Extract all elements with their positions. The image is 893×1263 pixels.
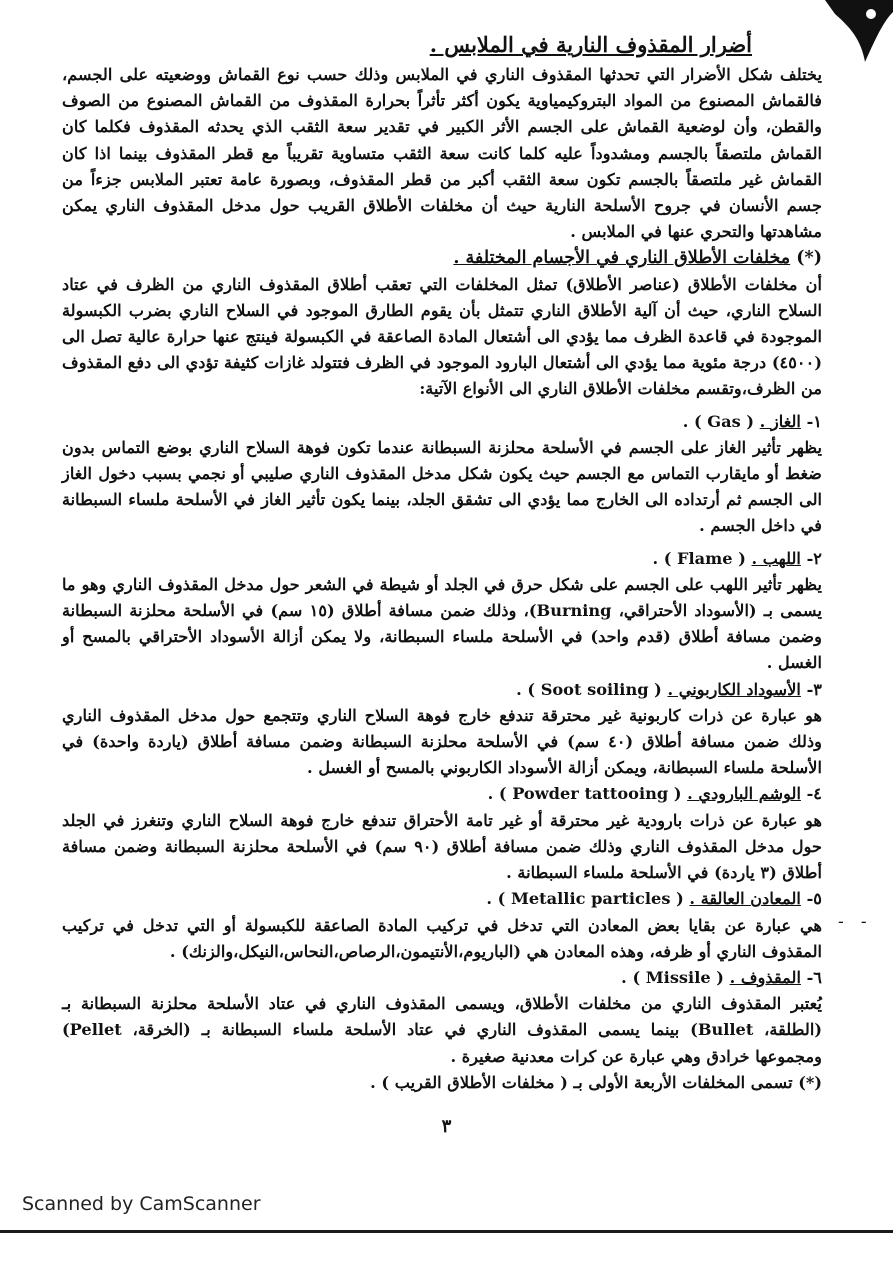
item-2-heading: ٢- اللهب . ( Flame ) . (652, 548, 822, 568)
scanner-footer: Scanned by CamScanner (22, 1193, 261, 1215)
closing-note: (*) تسمى المخلفات الأربعة الأولى بـ ( مخلفات الأطلاق القريب ) . (370, 1072, 822, 1092)
document-body (62, 28, 822, 1096)
item-1-body: يظهر تأثير الغاز على الجسم في الأسلحة محلزنة السبطانة عندما تكون فوهة السلاح الناري بوضع التماس بدون ضغط أو مايقارب التماس مع الجسم حيث يكون شكل مدخل المقذوف الناري صليبي أو نجمي بسبب دخول الغاز الى الجسم ثم أرتداده الى الخارج مما يؤدي الى تشقق الجلد، بينما يكون تأثير الغاز في الأسلحة ملساء السبطانة في داخل الجسم . (62, 437, 822, 536)
item-3-body: هو عبارة عن ذرات كاربونية غير محترقة تندفع خارج فوهة السلاح الناري وتتجمع حول مدخل المقذوف الناري وذلك ضمن مسافة أطلاق (٤٠ سم) في الأسلحة محلزنة السبطانة وضمن مسافة أطلاق (ياردة واحدة) في الأسلحة ملساء السبطانة، ويمكن أزالة الأسوداد الكاربوني بالمسح أو الغسل . (62, 705, 822, 778)
paragraph-residues-intro: أن مخلفات الأطلاق (عناصر الأطلاق) تمثل المخلفات التي تعقب أطلاق المقذوف الناري من الظرف في عتاد السلاح الناري، حيث أن آلية الأطلاق الناري تتمثل بأن يقوم الطارق الموجود في السلاح الناري بضرب الكبسولة الموجودة في قاعدة الظرف مما يؤدي الى أشتعال المادة الصاعقة في الكبسولة فينتج عنها حرارة عالية تصل الى (٤٥٠٠) درجة مئوية مما يؤدي الى أشتعال البارود الموجود في الظرف فتتولد غازات كثيفة تؤدي الى دفع المقذوف من الظرف،وتقسم مخلفات الأطلاق الناري الى الأنواع الآتية: (62, 274, 822, 399)
item-6-heading: ٦- المقذوف . ( Missile ) . (621, 967, 822, 987)
item-2-body: يظهر تأثير اللهب على الجسم على شكل حرق في الجلد أو شيطة في الشعر حول مدخل المقذوف الناري وهو ما يسمى بـ (الأسوداد الأحتراقي، Burning)، وذلك ضمن مسافة أطلاق (١٥ سم) في الأسلحة محلزنة السبطانة وضمن مسافة أطلاق (قدم واحد) في الأسلحة ملساء السبطانة، ولا يمكن أزالة الأسوداد الأحتراقي بالمسح أو الغسل . (62, 574, 822, 673)
page-title: أضرار المقذوف النارية في الملابس . (429, 32, 752, 57)
paragraph-clothing-intro: يختلف شكل الأضرار التي تحدثها المقذوف الناري في الملابس وذلك حسب نوع القماش ووضعيته على الجسم، فالقماش المصنوع من المواد البتروكيمياوية يكون أكثر تأثراً بحرارة المقذوف من القماش المصنوع من الصوف والقطن، وأن لوضعية القماش على الجسم الأثر الكبير في تقدير سعة الثقب الذي يحدثه المقذوف فكلما كان القماش ملتصقاً بالجسم ومشدوداً عليه كلما كانت سعة الثقب متساوية تقريباً مع قطر المقذوف بينما اذا كان القماش غير ملتصقاً بالجسم تكون سعة الثقب أكبر من قطر المقذوف، وبصورة عامة تعتبر الملابس جزءاً من جسم الأنسان في جروح الأسلحة النارية حيث أن مخلفات الأطلاق القريب حول مدخل المقذوف الناري يمكن مشاهدتها والتحري عنها في الملابس . (62, 65, 822, 242)
bottom-rule (0, 1230, 893, 1233)
page-number: ٣ (441, 1116, 452, 1137)
section-heading (62, 245, 822, 271)
item-4-body: هو عبارة عن ذرات بارودية غير محترقة أو غير تامة الأحتراق تندفع خارج فوهة السلاح الناري وتنغرز في الجلد حول مدخل المقذوف الناري وذلك ضمن مسافة أطلاق (٩٠ سم) في الأسلحة محلزنة السبطانة وضمن مسافة أطلاق (٣ ياردة) في الأسلحة ملساء السبطانة . (62, 810, 822, 883)
section-heading-text: مخلفات الأطلاق الناري في الأجسام المختلفة . (453, 248, 791, 269)
item-4-heading: ٤- الوشم البارودي . ( Powder tattooing ) . (487, 784, 822, 804)
item-3-heading: ٣- الأسوداد الكاربوني . ( Soot soiling ) . (516, 679, 822, 699)
item-1-heading: ١- الغاز . ( Gas ) . (682, 411, 822, 431)
item-5-body: هي عبارة عن بقايا بعض المعادن التي تدخل في تركيب المادة الصاعقة للكبسولة أو التي تدخل في تركيب المقذوف الناري أو ظرفه، وهذه المعادن هي (الباريوم،الأنتيمون،الرصاص،النحاس،النيكل،والزنك) . (62, 915, 822, 961)
item-6-body: يُعتبر المقذوف الناري من مخلفات الأطلاق، ويسمى المقذوف الناري في عتاد الأسلحة محلزنة السبطانة بـ (الطلقة، Bullet) بينما يسمى المقذوف الناري في عتاد الأسلحة ملساء السبطانة بـ (الخرقة، Pellet) ومجموعها خرادق وهي عبارة عن كرات معدنية صغيرة . (62, 994, 822, 1066)
corner-mark-icon (813, 0, 893, 70)
item-5-heading: ٥- المعادن العالقة . ( Metallic particles ) . (486, 889, 822, 909)
margin-dashes: - - (838, 912, 873, 931)
section-marker: (*) (796, 248, 822, 269)
